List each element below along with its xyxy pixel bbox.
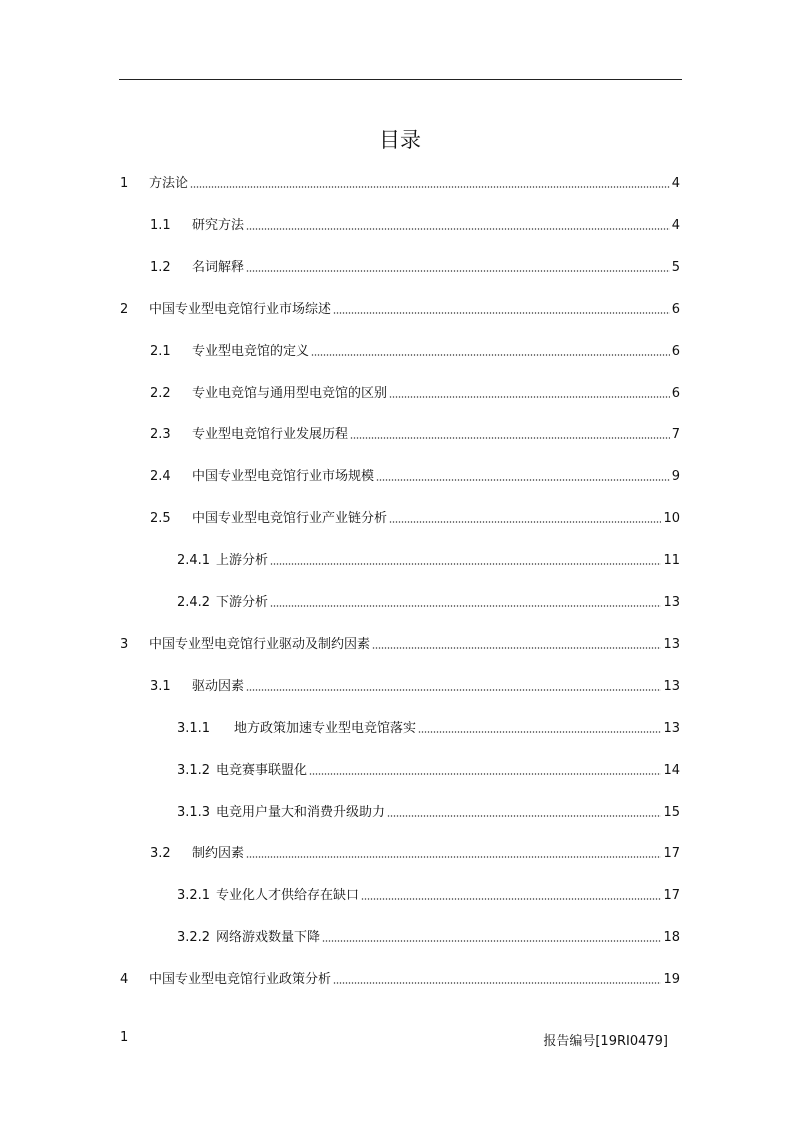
toc-entry-page: 6 bbox=[671, 343, 680, 359]
toc-entry[interactable] bbox=[120, 298, 680, 318]
toc-entry-title: 中国专业型电竞馆行业驱动及制约因素 bbox=[149, 636, 371, 652]
toc-dot-leader bbox=[389, 395, 670, 399]
toc-entry-title: 研究方法 bbox=[192, 217, 245, 233]
toc-entry[interactable] bbox=[150, 675, 680, 695]
toc-entry-page: 17 bbox=[663, 846, 680, 862]
footer-page-number: 1 bbox=[120, 1030, 129, 1045]
toc-entry-page: 9 bbox=[671, 469, 680, 485]
toc-entry[interactable] bbox=[120, 172, 680, 192]
toc-entry-title: 中国专业型电竞馆行业市场综述 bbox=[149, 301, 332, 317]
toc-entry[interactable] bbox=[177, 884, 680, 904]
toc-entry[interactable] bbox=[177, 801, 680, 821]
toc-dot-leader bbox=[389, 520, 661, 524]
toc-entry-title: 中国专业型电竞馆行业产业链分析 bbox=[192, 511, 388, 527]
toc-entry[interactable] bbox=[177, 591, 680, 611]
toc-entry-number: 3 bbox=[120, 636, 129, 652]
toc-entry-number: 3.2 bbox=[150, 846, 171, 862]
toc-entry[interactable] bbox=[177, 759, 680, 779]
toc-entry[interactable] bbox=[150, 340, 680, 360]
toc-entry-number: 2.4.2 bbox=[177, 595, 211, 610]
toc-entry[interactable] bbox=[177, 717, 680, 737]
toc-entry[interactable] bbox=[150, 382, 680, 402]
toc-entry[interactable] bbox=[150, 256, 680, 276]
toc-entry-number: 1.1 bbox=[150, 217, 171, 233]
toc-entry-number: 2.4.1 bbox=[177, 553, 211, 569]
toc-entry-title: 制约因素 bbox=[192, 846, 245, 862]
toc-entry-page: 4 bbox=[671, 217, 680, 233]
toc-entry-title: 驱动因素 bbox=[192, 678, 245, 694]
toc-dot-leader bbox=[322, 939, 661, 943]
toc-entry-number: 3.2.1 bbox=[177, 888, 211, 904]
toc-entry-title: 专业型电竞馆行业发展历程 bbox=[192, 427, 349, 443]
toc-dot-leader bbox=[333, 981, 661, 985]
toc-entry-title: 下游分析 bbox=[216, 595, 269, 610]
toc-entry-number: 2.2 bbox=[150, 385, 171, 401]
toc-entry-title: 专业型电竞馆的定义 bbox=[192, 343, 310, 359]
toc-dot-leader bbox=[270, 562, 661, 566]
toc-dot-leader bbox=[418, 730, 661, 734]
toc-dot-leader bbox=[270, 604, 661, 608]
toc-entry[interactable] bbox=[177, 926, 680, 946]
toc-entry-number: 2 bbox=[120, 301, 129, 317]
toc-entry-title: 上游分析 bbox=[216, 553, 269, 569]
toc-entry-title: 方法论 bbox=[149, 176, 189, 191]
toc-dot-leader bbox=[246, 227, 670, 231]
toc-entry-page: 11 bbox=[663, 553, 680, 569]
toc-entry-page: 13 bbox=[663, 720, 680, 736]
toc-dot-leader bbox=[333, 311, 670, 315]
toc-entry[interactable] bbox=[150, 423, 680, 443]
toc-entry-page: 19 bbox=[663, 972, 680, 988]
toc-entry-page: 5 bbox=[671, 259, 680, 275]
toc-dot-leader bbox=[350, 436, 670, 440]
toc-dot-leader bbox=[387, 814, 661, 818]
toc-entry-title: 专业化人才供给存在缺口 bbox=[216, 888, 360, 904]
toc-entry-title: 名词解释 bbox=[192, 259, 245, 275]
toc-entry-page: 13 bbox=[663, 636, 680, 652]
toc-entry-number: 1.2 bbox=[150, 259, 171, 275]
toc-entry-page: 10 bbox=[663, 511, 680, 527]
toc-dot-leader bbox=[376, 478, 670, 482]
toc-entry-page: 13 bbox=[663, 678, 680, 694]
toc-dot-leader bbox=[246, 688, 661, 692]
toc-entry[interactable] bbox=[150, 465, 680, 485]
toc-entry-number: 3.1 bbox=[150, 678, 171, 694]
toc-entry[interactable] bbox=[177, 549, 680, 569]
toc-entry-title: 地方政策加速专业型电竞馆落实 bbox=[234, 720, 417, 736]
toc-dot-leader bbox=[311, 353, 670, 357]
toc-entry-page: 15 bbox=[663, 804, 680, 820]
toc-entry-title: 中国专业型电竞馆行业政策分析 bbox=[149, 972, 332, 988]
toc-entry[interactable] bbox=[150, 214, 680, 234]
toc-entry-number: 2.3 bbox=[150, 427, 171, 443]
toc-dot-leader bbox=[372, 646, 661, 650]
toc-entry-page: 14 bbox=[663, 762, 680, 778]
toc-entry[interactable] bbox=[120, 633, 680, 653]
toc-dot-leader bbox=[246, 855, 661, 859]
toc-entry[interactable] bbox=[150, 842, 680, 862]
toc-entry-title: 电竞用户量大和消费升级助力 bbox=[216, 804, 386, 820]
toc-entry-number: 2.5 bbox=[150, 511, 171, 527]
toc-entry-page: 17 bbox=[663, 888, 680, 904]
toc-entry-page: 7 bbox=[671, 427, 680, 443]
toc-entry[interactable] bbox=[120, 968, 680, 988]
toc-entry-number: 3.1.1 bbox=[177, 720, 211, 736]
toc-entry-title: 专业电竞馆与通用型电竞馆的区别 bbox=[192, 385, 388, 401]
toc-dot-leader bbox=[246, 269, 670, 273]
toc-entry-page: 18 bbox=[663, 930, 680, 946]
toc-entry-number: 2.1 bbox=[150, 343, 171, 359]
toc-entry-number: 4 bbox=[120, 972, 129, 988]
page-title: 目录 bbox=[379, 128, 421, 152]
toc-entry-number: 3.1.2 bbox=[177, 762, 211, 778]
toc-entry-page: 4 bbox=[671, 176, 680, 191]
toc-entry-title: 网络游戏数量下降 bbox=[216, 930, 321, 946]
toc-entry-number: 2.4 bbox=[150, 469, 171, 485]
toc-entry[interactable] bbox=[150, 507, 680, 527]
toc-entry-page: 6 bbox=[671, 385, 680, 401]
footer-report-id: 报告编号[19RI0479] bbox=[543, 1034, 668, 1049]
toc-dot-leader bbox=[190, 185, 670, 189]
toc-dot-leader bbox=[309, 772, 661, 776]
toc-entry-page: 6 bbox=[671, 301, 680, 317]
toc-entry-title: 中国专业型电竞馆行业市场规模 bbox=[192, 469, 375, 485]
top-rule bbox=[119, 79, 682, 80]
toc-entry-number: 3.2.2 bbox=[177, 930, 211, 946]
toc-entry-page: 13 bbox=[663, 595, 680, 610]
toc-entry-title: 电竞赛事联盟化 bbox=[216, 762, 308, 778]
toc-dot-leader bbox=[361, 897, 661, 901]
toc-entry-number: 1 bbox=[120, 176, 129, 191]
toc-entry-number: 3.1.3 bbox=[177, 804, 211, 820]
